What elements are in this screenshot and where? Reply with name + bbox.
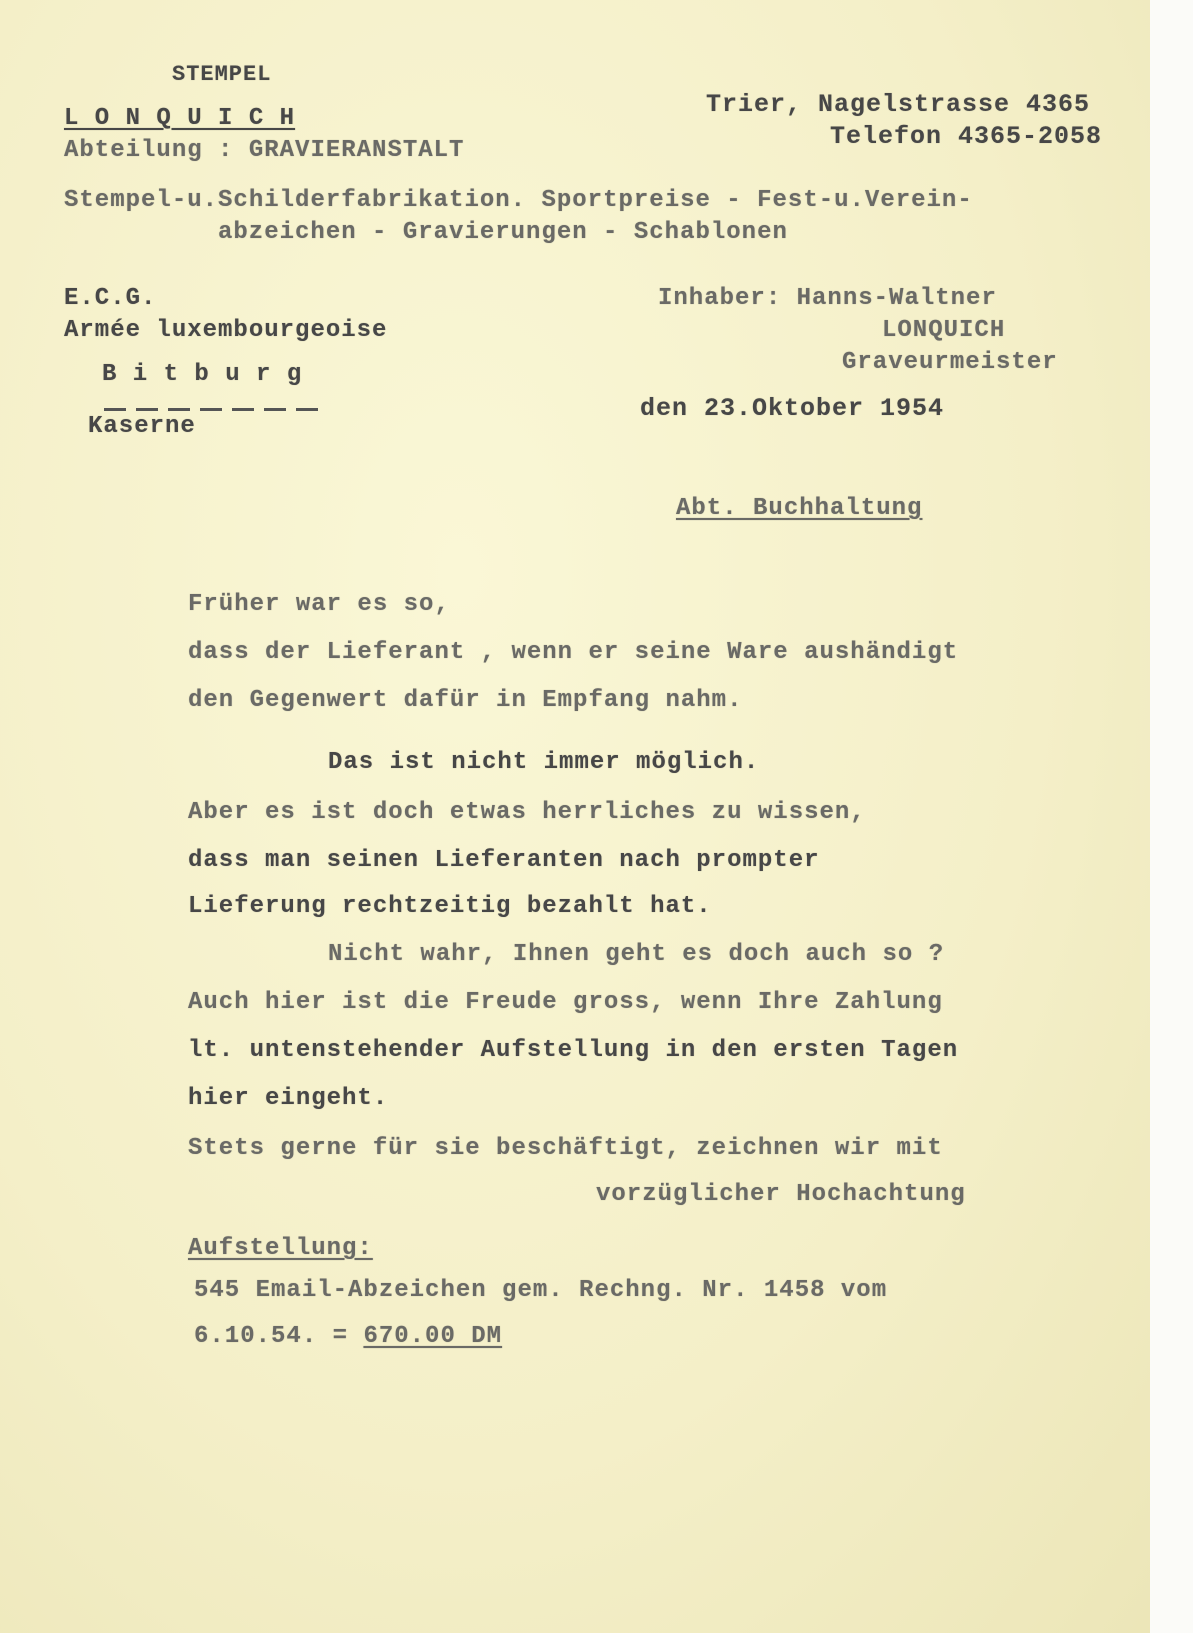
body-line-8: Nicht wahr, Ihnen geht es doch auch so ? [328, 941, 945, 968]
services-line-1: Stempel-u.Schilderfabrikation. Sportpreise - Fest-u.Verein- [64, 187, 973, 214]
company-name: L O N Q U I C H [64, 105, 296, 132]
services-line-2: abzeichen - Gravierungen - Schablonen [218, 219, 788, 246]
statement-line-2 [194, 1322, 502, 1352]
recipient-line-1: E.C.G. [64, 285, 157, 312]
department-reference: Abt. Buchhaltung [676, 495, 923, 522]
stamp-label: STEMPEL [172, 62, 272, 87]
recipient-line-4: Kaserne [88, 413, 196, 440]
body-line-1: Früher war es so, [188, 591, 450, 618]
city-underline-dashes [104, 408, 326, 411]
body-line-4: Das ist nicht immer möglich. [328, 749, 760, 776]
body-line-3: den Gegenwert dafür in Empfang nahm. [188, 687, 743, 714]
body-line-9: Auch hier ist die Freude gross, wenn Ihre Zahlung [188, 989, 943, 1016]
body-line-6: dass man seinen Lieferanten nach prompter [188, 847, 820, 874]
closing-line: vorzüglicher Hochachtung [596, 1181, 966, 1208]
owner-line-1: Inhaber: Hanns-Waltner [658, 285, 997, 312]
scan-margin [1150, 0, 1193, 1633]
statement-date-prefix: 6.10.54. = [194, 1323, 364, 1350]
body-line-10: lt. untenstehender Aufstellung in den ersten Tagen [188, 1037, 959, 1064]
body-line-11: hier eingeht. [188, 1085, 389, 1112]
owner-line-2: LONQUICH [882, 317, 1006, 344]
statement-line-1: 545 Email-Abzeichen gem. Rechng. Nr. 1458 vom [194, 1277, 888, 1304]
statement-amount: 670.00 DM [363, 1323, 503, 1350]
phone-line: Telefon 4365-2058 [830, 122, 1103, 151]
body-line-2: dass der Lieferant , wenn er seine Ware aushändigt [188, 639, 959, 666]
recipient-line-2: Armée luxembourgeoise [64, 317, 388, 344]
letter-date: den 23.Oktober 1954 [640, 394, 945, 423]
recipient-city: B i t b u r g [102, 361, 303, 388]
body-line-7: Lieferung rechtzeitig bezahlt hat. [188, 893, 712, 920]
body-line-5: Aber es ist doch etwas herrliches zu wissen, [188, 799, 866, 826]
statement-heading: Aufstellung: [188, 1235, 373, 1262]
department-line: Abteilung : GRAVIERANSTALT [64, 137, 465, 164]
body-line-12: Stets gerne für sie beschäftigt, zeichnen wir mit [188, 1135, 943, 1162]
owner-line-3: Graveurmeister [842, 349, 1058, 376]
address-line: Trier, Nagelstrasse 4365 [706, 90, 1091, 119]
